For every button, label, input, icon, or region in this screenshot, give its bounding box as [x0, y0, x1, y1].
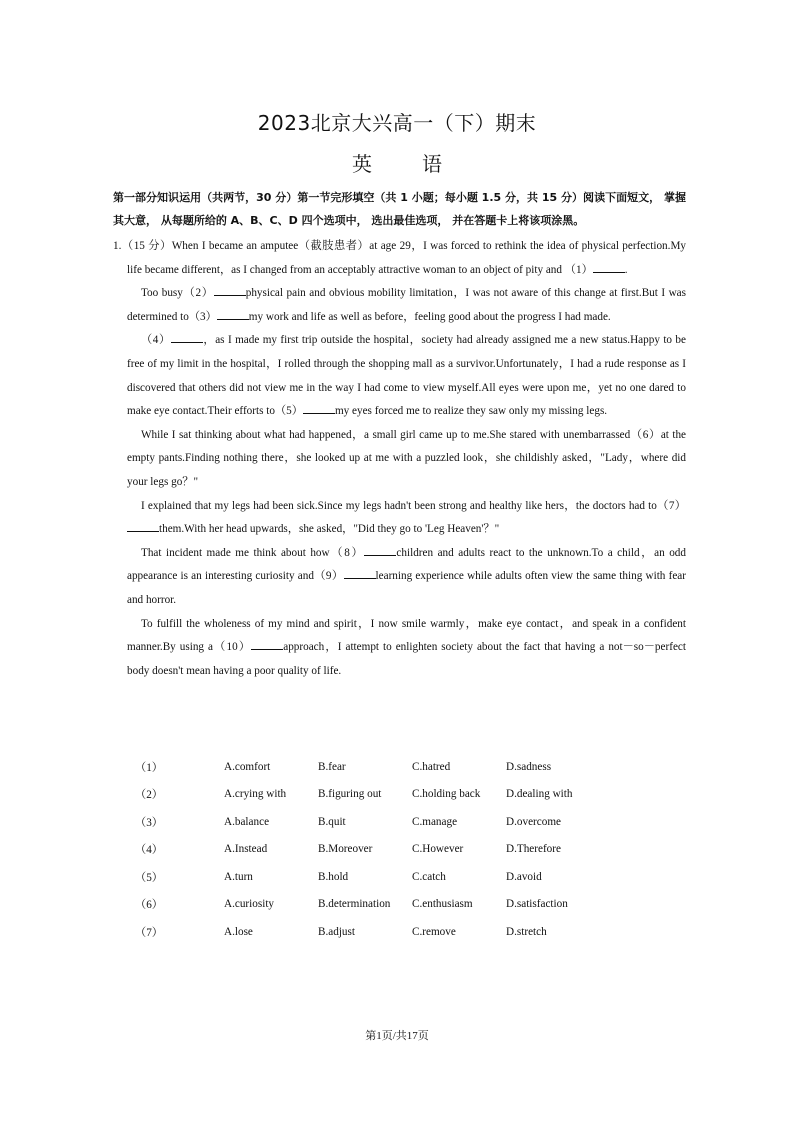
paragraph-text: （4） — [141, 334, 171, 347]
paragraph-text: . — [624, 263, 628, 276]
paragraph-text: them.With her head upwards，she asked，"Did they go to 'Leg Heaven'？" — [159, 523, 500, 536]
paragraph-text: ，as I made my first trip outside the hospital，society had already assigned me a new status.Happy to be free of my limit in the hospital，I rolled through the shopping mall as a survivor.Unfortunately，I had a rude response as I discovered that others did not view me in the way I had come to view myself.All eyes were upon me，yet no one dared to make eye contact.Their efforts to（5） — [127, 334, 686, 418]
question-number: （4） — [135, 844, 163, 857]
option-d: D.dealing with — [506, 788, 573, 801]
paragraph-text: That incident made me think about how（8） — [141, 546, 365, 559]
option-d: D.sadness — [506, 760, 552, 773]
answer-blank-10 — [251, 639, 283, 650]
question-number: （2） — [135, 789, 163, 802]
paragraph-text: While I sat thinking about what had happened，a small girl came up to me.She stared with unembarrassed（6） — [141, 428, 661, 441]
option-row — [135, 808, 695, 836]
question-number: （5） — [135, 871, 163, 884]
answer-blank-5 — [303, 403, 335, 414]
option-a: A.lose — [224, 925, 253, 938]
option-c: C.remove — [412, 925, 456, 938]
paragraph-text: my eyes forced me to realize they saw only my missing legs. — [334, 405, 608, 418]
option-a: A.crying with — [224, 788, 287, 801]
paragraph-text: To fulfill the wholeness of my mind and spirit，I now smile warmly，make eye contact，and speak in a confident manner.By using a（10） — [127, 617, 686, 654]
passage-paragraph-5 — [113, 495, 686, 542]
question-number: （3） — [135, 816, 163, 829]
option-b: B.determination — [318, 898, 391, 911]
page-number-footer: 第1页/共17页 — [365, 1030, 429, 1042]
paragraph-text: physical pain and obvious mobility limitation，I was not aware of this change at first.But I was determined to（3） — [127, 287, 687, 323]
answer-blank-7 — [127, 521, 159, 532]
option-b: B.fear — [318, 760, 346, 773]
subject-char-2: 语 — [422, 152, 442, 176]
paragraph-text: I explained that my legs had been sick.Since my legs hadn't been strong and healthy like hers，the doctors had to（7） — [141, 499, 686, 512]
question-number: （6） — [135, 899, 163, 912]
paragraph-text: at the empty pants.Finding nothing there，she looked up at me with a puzzled look，she childishly asked，"Lady，where did your legs go？" — [127, 428, 687, 488]
option-b: B.Moreover — [318, 843, 373, 856]
passage-paragraph-6 — [113, 542, 686, 613]
answer-blank-2 — [214, 285, 246, 296]
option-d: D.satisfaction — [506, 898, 568, 911]
option-d: D.avoid — [506, 870, 542, 883]
answer-blank-1 — [593, 262, 625, 273]
passage-paragraph-3 — [113, 329, 686, 423]
question-number: （1） — [135, 761, 163, 774]
option-c: C.manage — [412, 815, 458, 828]
paragraph-text: learning experience while adults often view the same thing with fear and horror. — [127, 570, 686, 606]
option-d: D.Therefore — [506, 843, 561, 856]
answer-blank-8 — [364, 545, 396, 556]
option-d: D.stretch — [506, 925, 547, 938]
option-d: D.overcome — [506, 815, 561, 828]
paragraph-text: Too busy（2） — [141, 287, 214, 300]
option-row — [135, 781, 695, 809]
option-row — [135, 891, 695, 919]
option-b: B.figuring out — [318, 788, 382, 801]
option-c: C.hatred — [412, 760, 451, 773]
paragraph-text: approach，I attempt to enlighten society about the fact that having a not－so－perfect body doesn't mean having a poor quality of life. — [127, 641, 686, 677]
option-c: C.holding back — [412, 788, 481, 801]
cloze-passage — [113, 235, 686, 683]
paragraph-text: 1.（15 分）When I became an amputee（截肢患者）at age 29，I was forced to rethink the idea of physical perfection.My life became different，as I changed from an acceptably attractive woman to an object of pity and （1） — [113, 240, 686, 276]
option-b: B.adjust — [318, 925, 355, 938]
option-a: A.comfort — [224, 760, 271, 773]
option-row — [135, 918, 695, 946]
option-a: A.curiosity — [224, 898, 275, 911]
passage-paragraph-4 — [113, 424, 686, 495]
answer-blank-4 — [171, 332, 203, 343]
option-c: C.enthusiasm — [412, 898, 473, 911]
option-b: B.hold — [318, 870, 349, 883]
page-title: 2023北京大兴高一（下）期末 — [257, 111, 537, 135]
paragraph-text: children and adults react to the unknown.To a child，an odd appearance is an interesting curiosity and（9） — [127, 546, 686, 583]
passage-paragraph-2 — [113, 282, 686, 329]
option-b: B.quit — [318, 815, 346, 828]
question-number: （7） — [135, 926, 163, 939]
paragraph-text: my work and life as well as before，feeling good about the progress I had made. — [248, 310, 611, 323]
answer-blank-9 — [344, 568, 376, 579]
option-c: C.catch — [412, 870, 446, 883]
answer-blank-3 — [217, 309, 249, 320]
answer-options-table — [135, 753, 695, 946]
option-row — [135, 836, 695, 864]
option-a: A.turn — [224, 870, 253, 883]
option-a: A.balance — [224, 815, 270, 828]
passage-paragraph-1 — [113, 235, 686, 282]
subject-heading — [0, 148, 794, 177]
subject-char-1: 英 — [352, 152, 372, 176]
section-instructions: 第一部分知识运用（共两节，30 分）第一节完形填空（共 1 小题；每小题 1.5 分，共 15 分）阅读下面短文， 掌握其大意， 从每题所给的 A、B、C、D 四个选项中， 选出最佳选项， 并在答题卡上将该项涂黑。 — [113, 191, 686, 227]
option-row — [135, 863, 695, 891]
option-c: C.However — [412, 843, 464, 856]
passage-paragraph-7 — [113, 613, 686, 684]
option-a: A.Instead — [224, 843, 268, 856]
option-row — [135, 753, 695, 781]
